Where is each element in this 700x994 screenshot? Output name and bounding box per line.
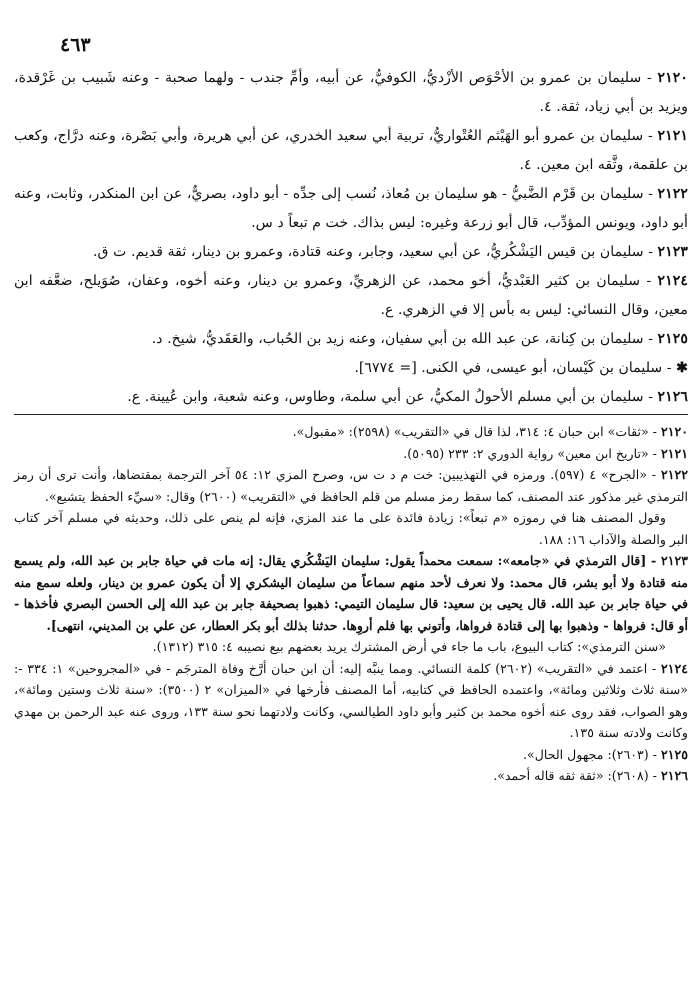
footnote-text: - (٢٦٠٨): «ثقة ثقه قاله أحمد». bbox=[493, 768, 657, 783]
entry bbox=[14, 122, 688, 180]
footnote-number: ٢١٢١ bbox=[660, 445, 688, 461]
footnote-text: - «ثقات» ابن حبان ٤: ٣١٤، لذا قال في «التقريب» (٢٥٩٨): «مقبول». bbox=[292, 424, 657, 439]
footnote bbox=[14, 464, 688, 507]
entry-text: - سليمان بن عمرو أبو الهَيْثم العُتْواريُّ، تربية أبي سعيد الخدري، عن أبي هريرة، وأبي بَصْرة، وعنه درَّاج، وكعب بن علقمة، وثَّقه ابن معين. ٤. bbox=[14, 128, 688, 173]
entry bbox=[14, 180, 688, 238]
entry-text: - سليمان بن أبي مسلم الأحولُ المكيُّ، عن أبي سلمة، وطاوس، وعنه شعبة، وابن عُيينة. ع. bbox=[127, 389, 653, 405]
footnote-text: - [قال الترمذي في «جامعه»: سمعت محمداً يقول: سليمان اليَشْكُري يقال: إنه مات في حياة جابر بن عبد الله، ولم يسمع منه قتادة ولا أبو بشر، قال محمد: ولا نعرف لأحد منهم سماعاً من سليمان اليشكري إلا أن يكون عمرو بن دينار، ولعله سمع منه في حياة جابر بن عبد الله. قال يحيى بن سعيد: قال سليمان التيمي: ذهبوا بصحيفة جابر بن عبد الله إلى الحسن البصري فأخذها - أو قال: فرواها - وذهبوا بها إلى قتادة فرواها، وأتوني بها فلم أروِها. حدثنا بذلك أبو بكر العطار، عن علي بن المديني، انتهى]. bbox=[14, 553, 688, 633]
footnote-number: ٢١٢٤ bbox=[660, 660, 688, 676]
footnote-text: «سنن الترمذي»: كتاب البيوع، باب ما جاء في أرض المشترك يريد بعضهم بيع نصيبه ٤: ٣١٥ (١٣١٢). bbox=[152, 639, 666, 654]
footnote-separator bbox=[14, 414, 688, 415]
footnote bbox=[14, 443, 688, 465]
footnote bbox=[14, 744, 688, 766]
footnote bbox=[14, 765, 688, 787]
footnote-number: ٢١٢٥ bbox=[660, 746, 688, 762]
entry bbox=[14, 238, 688, 267]
footnote-text: - اعتمد في «التقريب» (٢٦٠٢) كلمة النسائي. ومما ينبَّه إليه: أن ابن حبان أرَّخ وفاة المترجَم - في «المجروحين» ١: ٣٣٤ -: «سنة ثلاث وثلاثين ومائة»، واعتمده الحافظ في كتابيه، أما المصنف فأرخها في «الميزان» ٢ (٣٥٠٠): «سنة ثلاث وستين ومائة»، وهو الصواب، فقد روى عنه أخوه محمد بن كثير وأبو داود الطيالسي، وكانت ولادتهما نحو سنة ١٣٣، وروى عنه عبد الرحمن بن مهدي وكانت ولادته سنة ١٣٥. bbox=[14, 660, 689, 740]
footnote-text: - «الجرح» ٤ (٥٩٧). ورمزه في التهذيبين: خت م د ت س، وصرح المزي ١٢: ٥٤ آخر الترجمة بمقتضاها، وأنت ترى أن رمز الترمذي غير مذكور عند المصنف، كما سقط رمز مسلم من قلم الحافظ في «التقريب» (٢٦٠٠) وقال: «سيِّء الحفظ يتشيع». bbox=[14, 467, 688, 504]
entry-number: ٢١٢١ bbox=[657, 128, 688, 144]
entry-text: - سليمان بن كَيْسان، أبو عيسى، في الكنى. [= ٦٧٧٤]. bbox=[354, 360, 672, 376]
footnote bbox=[14, 658, 688, 744]
footnotes-section bbox=[14, 421, 688, 787]
entry-number: ٢١٢٣ bbox=[657, 244, 688, 260]
footnote-number: ٢١٢٠ bbox=[660, 424, 688, 439]
footnote bbox=[14, 421, 688, 443]
footnote-continuation bbox=[14, 636, 688, 658]
entry bbox=[14, 383, 688, 412]
entry bbox=[14, 267, 688, 325]
entry-number: ٢١٢٤ bbox=[657, 273, 688, 289]
entry-text: - سليمان بن كثير العَبْديُّ، أخو محمد، عن الزهريِّ، وعمرو بن دينار، وعنه أخوه، وعفان، صُوَيلح، ضعَّفه ابن معين، وقال النسائي: ليس به بأس إلا في الزهري. ع. bbox=[14, 273, 688, 318]
footnote-number: ٢١٢٦ bbox=[660, 768, 688, 783]
entry-number: ٢١٢٢ bbox=[657, 186, 688, 202]
entry-number: ٢١٢٠ bbox=[657, 70, 689, 86]
entry-number: ٢١٢٦ bbox=[657, 389, 688, 405]
entry-text: - سليمان بن كِنانة، عن عبد الله بن أبي سفيان، وعنه زيد بن الحُباب، والعَقَديُّ، شيخ. د. bbox=[151, 331, 653, 347]
footnote bbox=[14, 550, 688, 636]
footnote-number: ٢١٢٣ bbox=[660, 553, 688, 568]
entry-text: - سليمان بن قَرْم الضَّبيُّ - هو سليمان بن مُعاذ، نُسب إلى جدِّه - أبو داود، بصريٌّ، عن ابن المنكدر، وثابت، وعنه أبو داود، ويونس المؤدِّب، قال أبو زرعة وغيره: ليس بذاك. خت م تبعاً د س. bbox=[14, 186, 688, 231]
entry bbox=[14, 64, 688, 122]
entry bbox=[14, 325, 688, 354]
entry-text: - سليمان بن قيس اليَشْكُريُّ، عن أبي سعيد، وجابر، وعنه قتادة، وعمرو بن دينار، ثقة قديم. ت ق. bbox=[93, 244, 653, 260]
entries-section bbox=[14, 64, 688, 412]
page-number: ٤٦٣ bbox=[60, 34, 91, 56]
footnote-continuation bbox=[14, 507, 688, 550]
footnote-text: - (٢٦٠٣): مجهول الحال». bbox=[523, 746, 657, 762]
footnote-text: - «تاريخ ابن معين» رواية الدوري ٢: ٢٣٣ (٥٠٩٥). bbox=[403, 445, 657, 461]
footnote-text: وقول المصنف هنا في رموزه «م تبعاً»: زيادة فائدة على ما عند المزي، فإنه لم ينص على ذلك، وحديثه في مسلم آخر كتاب البر والصلة والآداب ١٦: ١٨٨. bbox=[14, 510, 688, 547]
asterisk-marker: ✱ bbox=[676, 360, 688, 376]
footnote-number: ٢١٢٢ bbox=[660, 467, 688, 482]
entry bbox=[14, 354, 688, 383]
entry-text: - سليمان بن عمرو بن الأحْوَص الأزْديُّ، الكوفيُّ، عن أبيه، وأمِّ جندب - ولهما صحبة - وعنه شَبيب بن غَرْقدة، ويزيد بن أبي زياد، ثقة. ٤. bbox=[14, 70, 688, 115]
entry-number: ٢١٢٥ bbox=[657, 331, 688, 347]
